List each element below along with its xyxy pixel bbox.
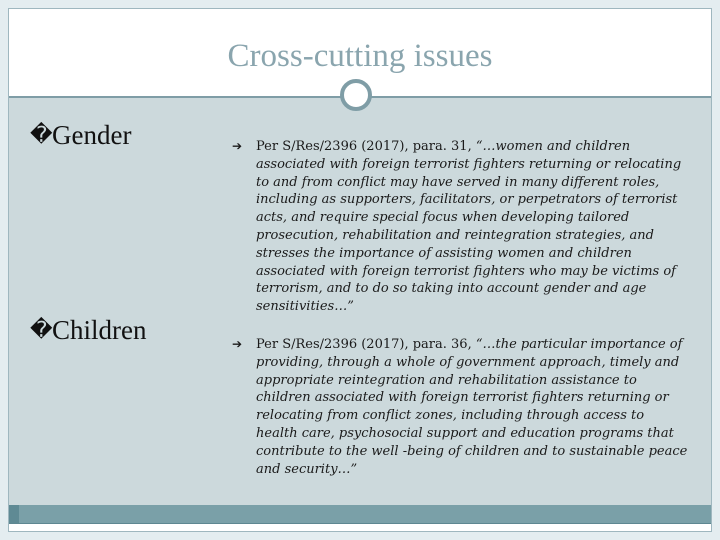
slide-title: Cross-cutting issues — [227, 38, 493, 74]
paragraph-children — [232, 336, 688, 478]
left-item-label: Gender — [52, 120, 132, 150]
bullet-placeholder-icon: � — [30, 123, 53, 148]
paragraph-lead: Per S/Res/2396 (2017), para. 31, — [256, 139, 476, 154]
left-item-gender — [30, 120, 131, 151]
left-item-children — [30, 315, 147, 346]
footer-bar — [9, 505, 711, 523]
paragraph-quote: “…women and children associated with foreign terrorist fighters returning or relocating to and from conflict may have served in many different roles, including as supporters, facilitators, or perpetrators of terrorist acts, and require special focus when developing tailored prosecution, rehabilitation and reintegration strategies, and stresses the importance of assisting women and children associated with foreign terrorist fighters who may be victims of terrorism, and to do so taking into account gender and age sensitivities…” — [256, 139, 682, 315]
arrow-bullet-icon: ➔ — [232, 337, 243, 351]
left-item-label: Children — [52, 315, 147, 345]
paragraph-gender — [232, 138, 688, 316]
paragraph-lead: Per S/Res/2396 (2017), para. 36, — [256, 337, 476, 352]
footer-line — [9, 523, 711, 524]
paragraph-quote: “…the particular importance of providing, through a whole of government approach, timely and appropriate reintegration and rehabilitation assistance to children associated with foreign terrorist fighters returning or relocating from conflict zones, including through access to health care, psychosocial support and education programs that contribute to the well -being of children and to sustainable peace and security…” — [256, 337, 688, 477]
bullet-placeholder-icon: � — [30, 318, 53, 343]
footer-accent — [9, 505, 19, 523]
arrow-bullet-icon: ➔ — [232, 139, 243, 153]
